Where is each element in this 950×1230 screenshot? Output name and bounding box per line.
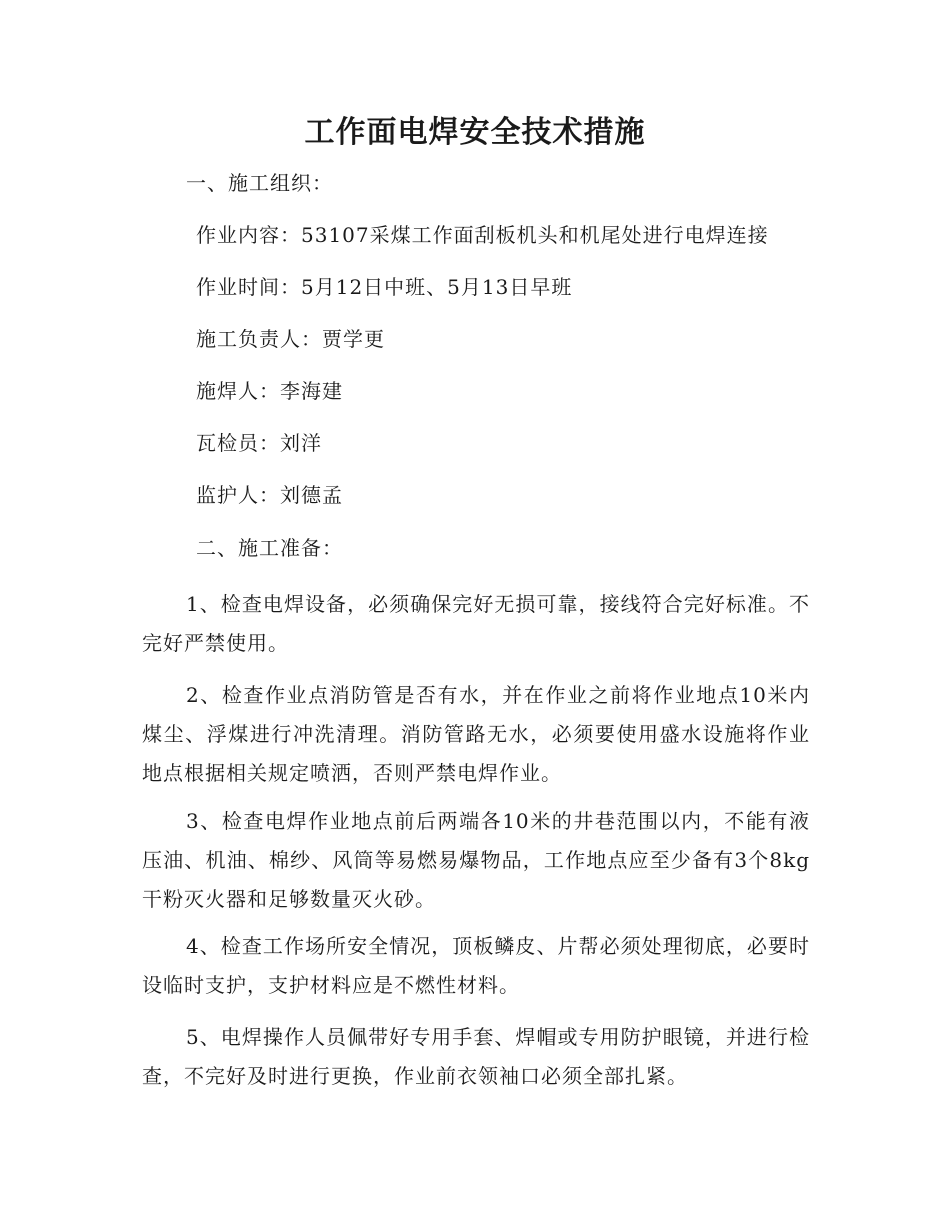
info-supervisor: 监护人：刘德孟 — [196, 483, 343, 507]
info-work-content: 作业内容：53107采煤工作面刮板机头和机尾处进行电焊连接 — [196, 223, 769, 247]
prep-item-2: 2、检查作业点消防管是否有水，并在作业之前将作业地点10米内煤尘、浮煤进行冲洗清理。消防管路无水，必须要使用盛水设施将作业地点根据相关规定喷洒，否则严禁电焊作业。 — [142, 683, 810, 785]
info-work-time: 作业时间：5月12日中班、5月13日早班 — [196, 275, 573, 299]
prep-item-4: 4、检查工作场所安全情况，顶板鳞皮、片帮必须处理彻底，必要时设临时支护，支护材料应是不燃性材料。 — [142, 934, 810, 997]
section-heading-organization: 一、施工组织： — [186, 171, 333, 195]
info-construction-leader: 施工负责人：贾学更 — [196, 327, 385, 351]
info-welder: 施焊人：李海建 — [196, 379, 343, 403]
document-title: 工作面电焊安全技术措施 — [304, 115, 646, 150]
prep-item-5: 5、电焊操作人员佩带好专用手套、焊帽或专用防护眼镜，并进行检查，不完好及时进行更换，作业前衣领袖口必须全部扎紧。 — [142, 1025, 810, 1088]
prep-item-1: 1、检查电焊设备，必须确保完好无损可靠，接线符合完好标准。不完好严禁使用。 — [142, 592, 810, 655]
section-heading-preparation: 二、施工准备： — [196, 536, 343, 560]
prep-item-3: 3、检查电焊作业地点前后两端各10米的井巷范围以内，不能有液压油、机油、棉纱、风筒等易燃易爆物品，工作地点应至少备有3个8kg干粉灭火器和足够数量灭火砂。 — [142, 809, 810, 911]
info-gas-inspector: 瓦检员：刘洋 — [196, 431, 322, 455]
